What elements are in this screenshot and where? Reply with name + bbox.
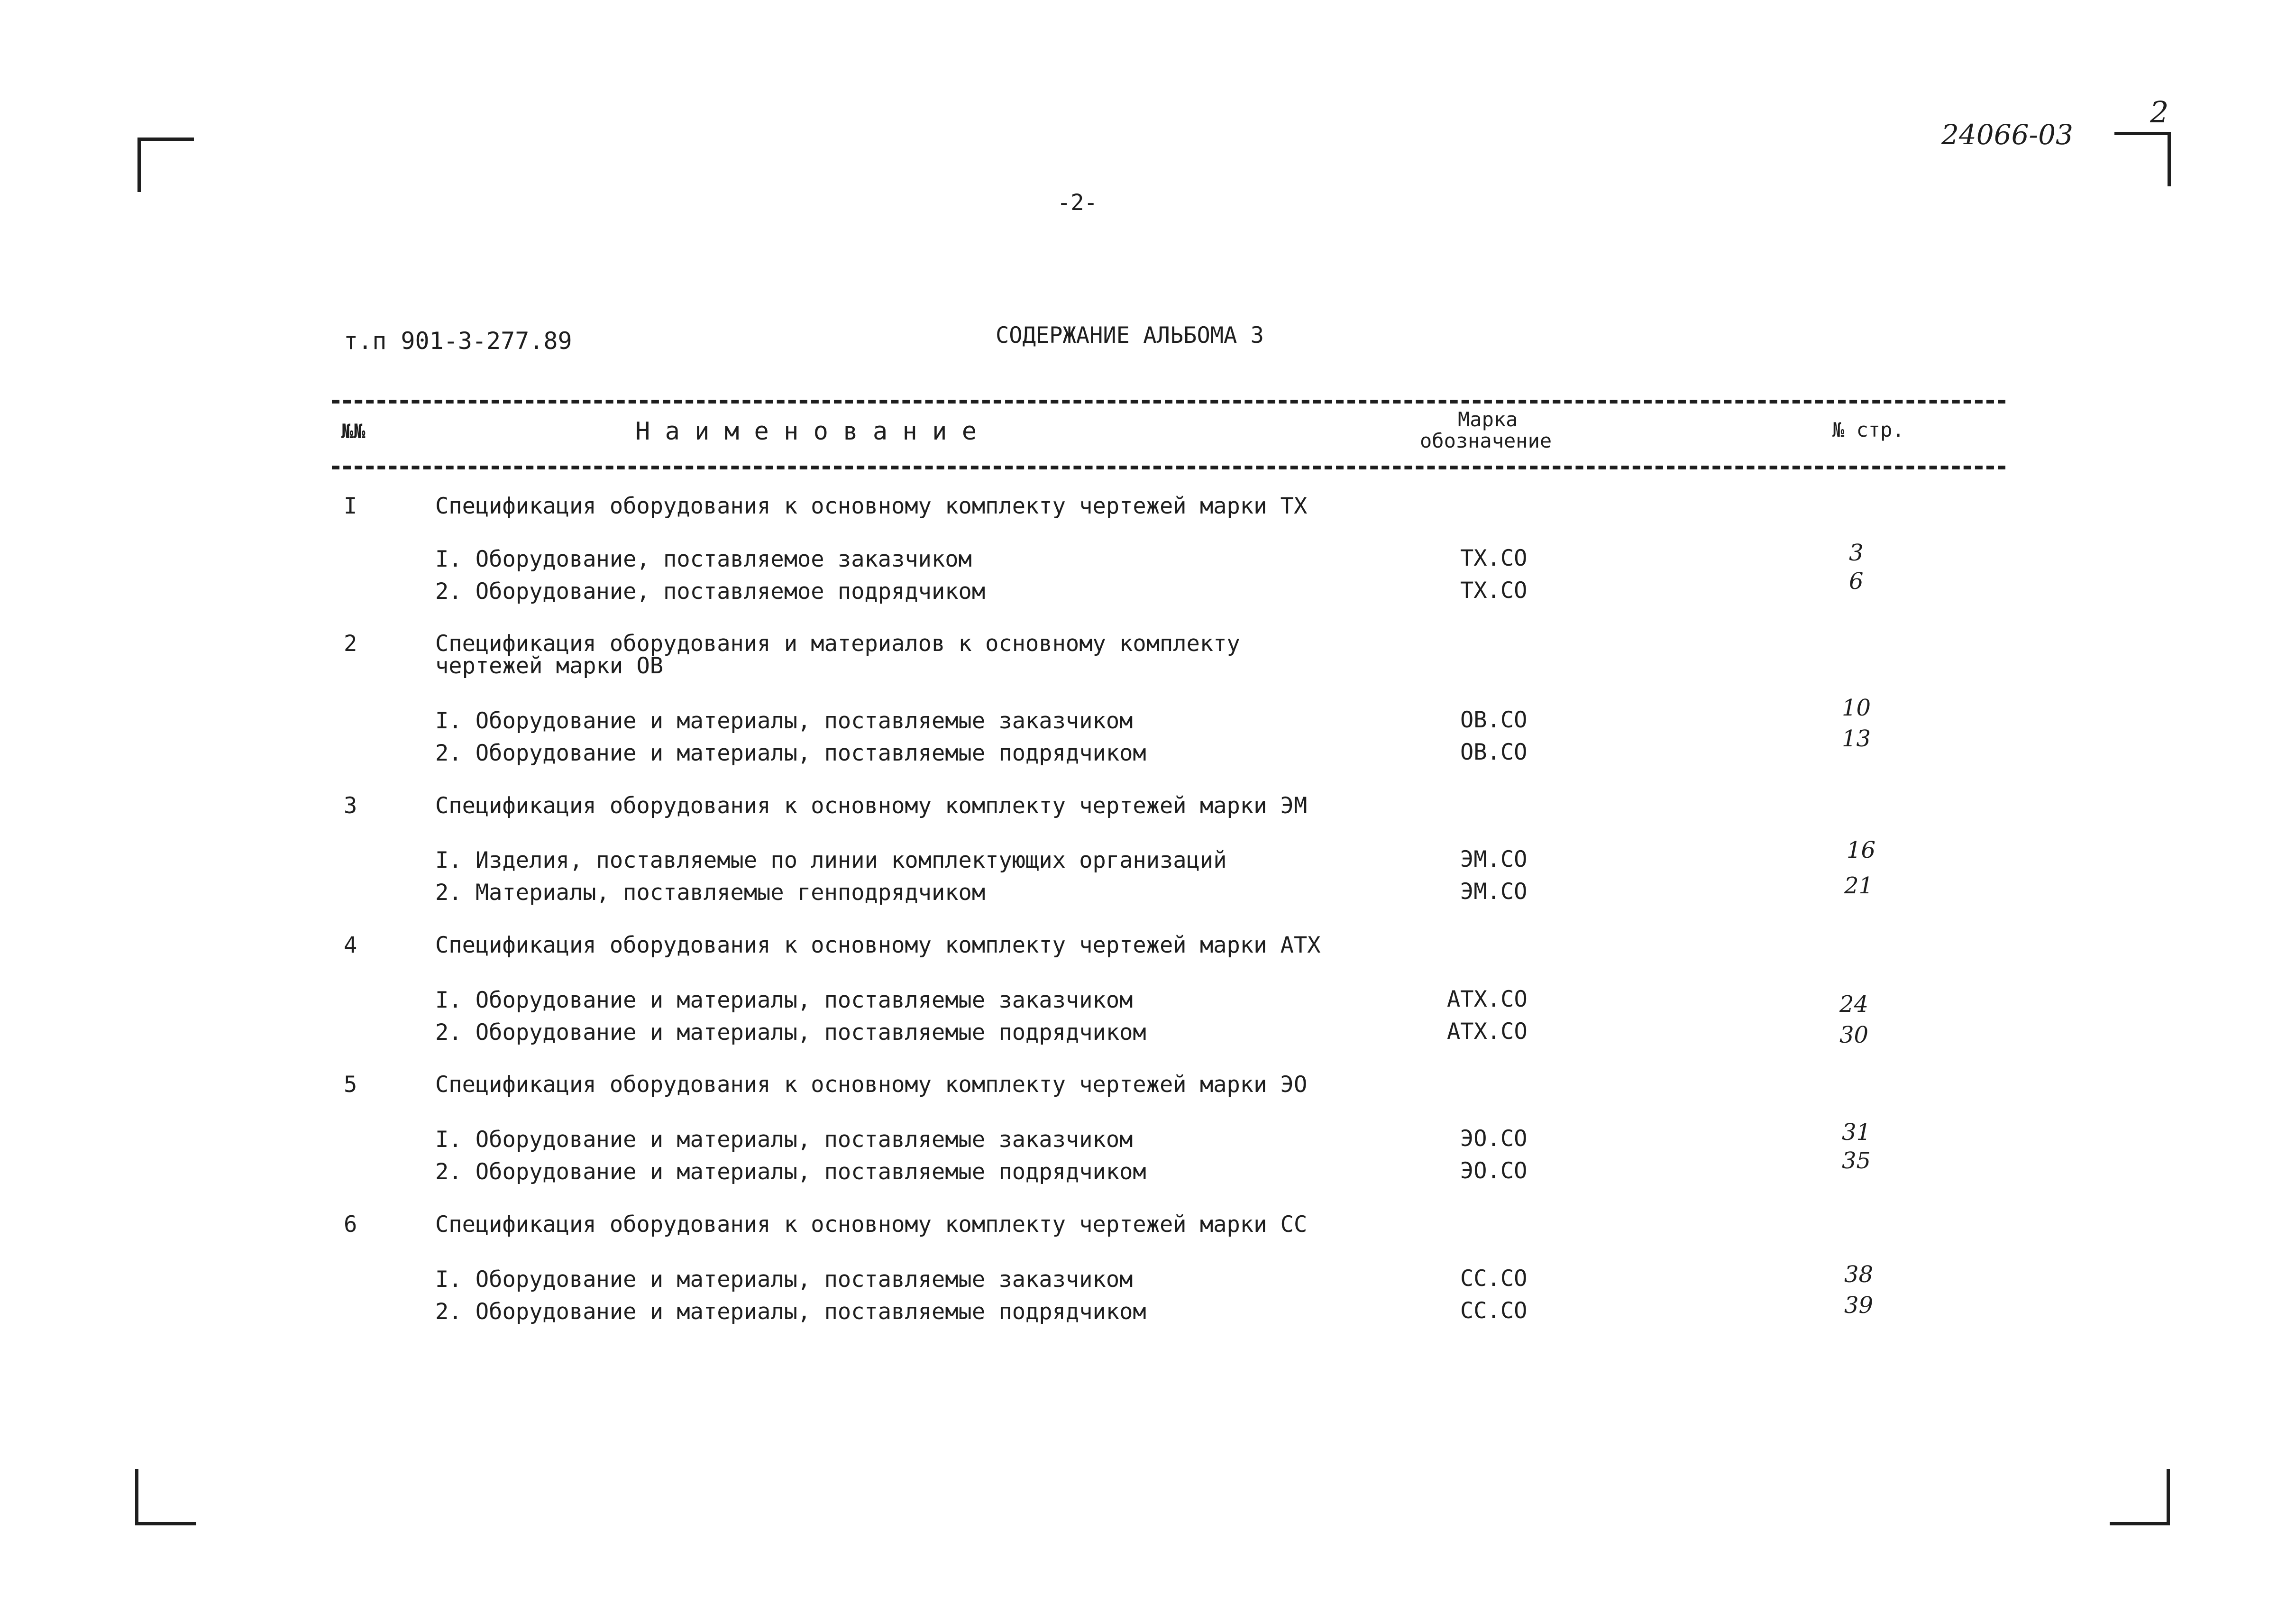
item-name: 2. Оборудование, поставляемое подрядчиком xyxy=(435,578,986,605)
item-page: 13 xyxy=(1842,725,1871,752)
item-page: 39 xyxy=(1844,1292,1874,1319)
header-mark-line2: обозначение xyxy=(1420,429,1552,452)
item-name: I. Оборудование и материалы, поставляемые заказчиком xyxy=(435,987,1133,1013)
section-title-continued: чертежей марки ОВ xyxy=(435,653,664,679)
header-mark-line1: Марка xyxy=(1458,408,1518,431)
section-title: Спецификация оборудования к основному комплекту чертежей марки АТХ xyxy=(435,932,1321,958)
section-number: 3 xyxy=(344,793,357,819)
item-mark: ОВ.СО xyxy=(1460,707,1528,733)
item-page: 24 xyxy=(1839,991,1869,1018)
item-mark: СС.СО xyxy=(1460,1266,1528,1292)
item-page: 10 xyxy=(1842,695,1871,721)
archive-code: 24066-03 xyxy=(1941,119,2073,151)
project-code: т.п 901-3-277.89 xyxy=(344,327,572,355)
item-mark: СС.СО xyxy=(1460,1298,1528,1324)
corner-mark-top-left xyxy=(137,138,194,192)
item-page: 16 xyxy=(1847,837,1876,863)
section-number: 4 xyxy=(344,932,357,958)
document-title: СОДЕРЖАНИЕ АЛЬБОМА 3 xyxy=(996,322,1264,349)
section-number: 2 xyxy=(344,631,357,657)
page-marker: -2- xyxy=(1057,190,1098,216)
header-top-divider xyxy=(332,400,2005,404)
item-name: I. Оборудование и материалы, поставляемые заказчиком xyxy=(435,1127,1133,1153)
item-page: 6 xyxy=(1849,568,1864,595)
item-name: 2. Оборудование и материалы, поставляемые подрядчиком xyxy=(435,1299,1146,1325)
header-bottom-divider xyxy=(332,466,2005,469)
item-mark: АТХ.СО xyxy=(1447,1018,1528,1045)
corner-mark-bottom-left xyxy=(135,1469,196,1525)
corner-mark-top-right xyxy=(2114,132,2171,186)
item-mark: ТХ.СО xyxy=(1460,578,1528,604)
item-mark: ЭМ.СО xyxy=(1460,846,1528,872)
item-mark: ТХ.СО xyxy=(1460,545,1528,571)
section-number: 6 xyxy=(344,1211,357,1238)
item-mark: ЭМ.СО xyxy=(1460,879,1528,905)
section-title: Спецификация оборудования к основному комплекту чертежей марки ТХ xyxy=(435,493,1308,519)
item-page: 30 xyxy=(1839,1022,1869,1048)
item-name: 2. Материалы, поставляемые генподрядчиком xyxy=(435,880,986,906)
item-name: I. Изделия, поставляемые по линии комплектующих организаций xyxy=(435,847,1227,873)
item-name: I. Оборудование и материалы, поставляемые заказчиком xyxy=(435,1266,1133,1293)
header-no: №№ xyxy=(341,420,366,443)
section-title: Спецификация оборудования к основному комплекту чертежей марки СС xyxy=(435,1211,1308,1238)
section-title: Спецификация оборудования к основному комплекту чертежей марки ЭМ xyxy=(435,793,1308,819)
corner-page-number: 2 xyxy=(2150,95,2169,129)
item-mark: ЭО.СО xyxy=(1460,1158,1528,1184)
header-name: Н а и м е н о в а н и е xyxy=(635,417,977,446)
item-name: 2. Оборудование и материалы, поставляемые подрядчиком xyxy=(435,740,1146,766)
item-page: 31 xyxy=(1842,1119,1871,1146)
item-mark: ЭО.СО xyxy=(1460,1126,1528,1152)
section-title: Спецификация оборудования и материалов к основному комплекту xyxy=(435,631,1240,657)
item-page: 35 xyxy=(1842,1147,1871,1174)
item-name: I. Оборудование, поставляемое заказчиком xyxy=(435,546,972,572)
section-number: I xyxy=(344,493,357,519)
item-name: 2. Оборудование и материалы, поставляемые подрядчиком xyxy=(435,1159,1146,1185)
item-name: I. Оборудование и материалы, поставляемые заказчиком xyxy=(435,708,1133,734)
section-number: 5 xyxy=(344,1072,357,1098)
item-mark: АТХ.СО xyxy=(1447,986,1528,1012)
item-name: 2. Оборудование и материалы, поставляемые подрядчиком xyxy=(435,1019,1146,1046)
header-page: № стр. xyxy=(1832,418,1904,441)
item-page: 3 xyxy=(1849,540,1864,566)
item-page: 21 xyxy=(1844,872,1874,899)
item-mark: ОВ.СО xyxy=(1460,739,1528,765)
corner-mark-bottom-right xyxy=(2110,1469,2170,1525)
section-title: Спецификация оборудования к основному комплекту чертежей марки ЭО xyxy=(435,1072,1308,1098)
item-page: 38 xyxy=(1844,1261,1874,1288)
